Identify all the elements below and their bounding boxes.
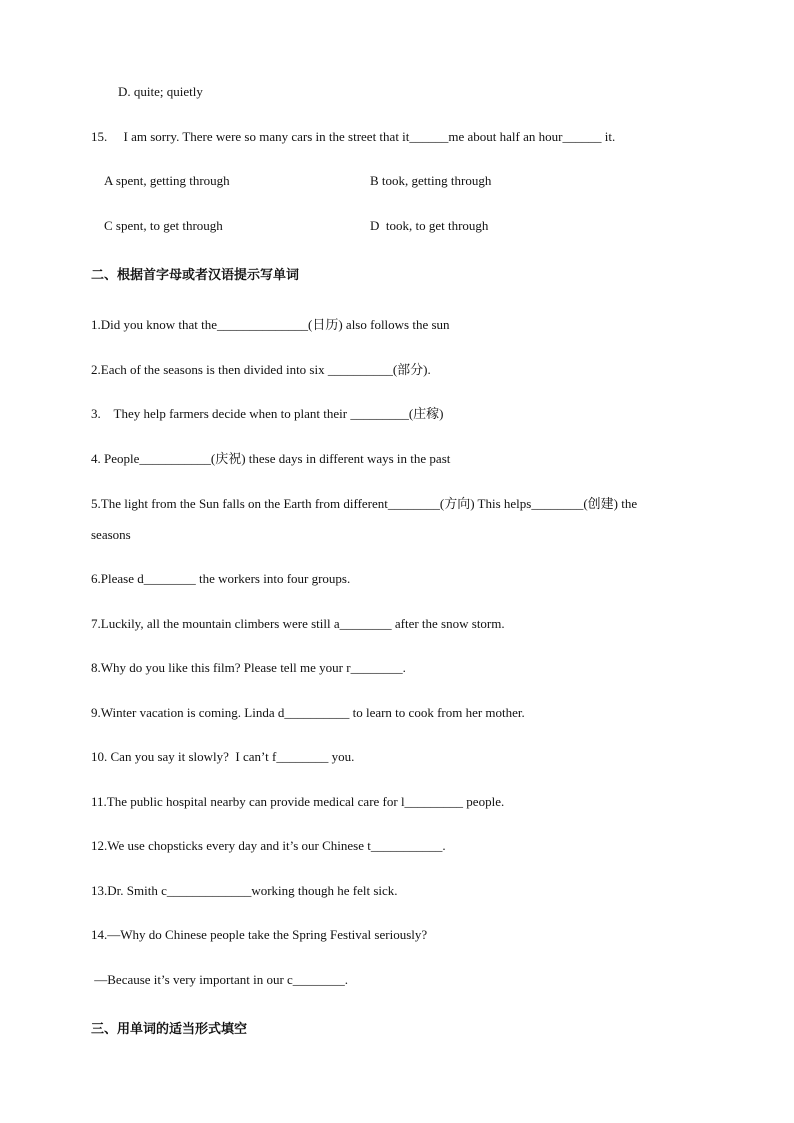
item-14-answer: —Because it’s very important in our c________.	[91, 972, 349, 987]
item-14: 14.—Why do Chinese people take the Spring Festival seriously?	[91, 927, 428, 942]
item-1: 1.Did you know that the______________(日历) also follows the sun	[91, 317, 450, 332]
q15-option-b: B took, getting through	[370, 173, 492, 188]
q15-option-a: A spent, getting through	[104, 173, 230, 188]
section-2-heading: 二、根据首字母或者汉语提示写单词	[91, 268, 300, 283]
item-4: 4. People___________(庆祝) these days in different ways in the past	[91, 451, 451, 466]
item-12: 12.We use chopsticks every day and it’s our Chinese t___________.	[91, 838, 446, 853]
item-5: 5.The light from the Sun falls on the Earth from different________(方向) This helps________(创建) the	[91, 496, 638, 511]
item-10: 10. Can you say it slowly? I can’t f________ you.	[91, 749, 355, 764]
item-3: 3. They help farmers decide when to plant their _________(庄稼)	[91, 406, 444, 421]
item-9: 9.Winter vacation is coming. Linda d__________ to learn to cook from her mother.	[91, 705, 525, 720]
item-2: 2.Each of the seasons is then divided into six __________(部分).	[91, 362, 431, 377]
item-13: 13.Dr. Smith c_____________working though he felt sick.	[91, 883, 398, 898]
item-7: 7.Luckily, all the mountain climbers were still a________ after the snow storm.	[91, 616, 505, 631]
item-5-cont: seasons	[91, 527, 131, 542]
q15-option-c: C spent, to get through	[104, 218, 223, 233]
q15-option-d: D took, to get through	[370, 218, 489, 233]
item-11: 11.The public hospital nearby can provide medical care for l_________ people.	[91, 794, 505, 809]
option-d-prev: D. quite; quietly	[118, 84, 203, 99]
question-15: 15. I am sorry. There were so many cars in the street that it______me about half an hour______ it.	[91, 129, 616, 144]
item-6: 6.Please d________ the workers into four groups.	[91, 571, 351, 586]
item-8: 8.Why do you like this film? Please tell me your r________.	[91, 660, 406, 675]
section-3-heading: 三、用单词的适当形式填空	[91, 1022, 248, 1037]
